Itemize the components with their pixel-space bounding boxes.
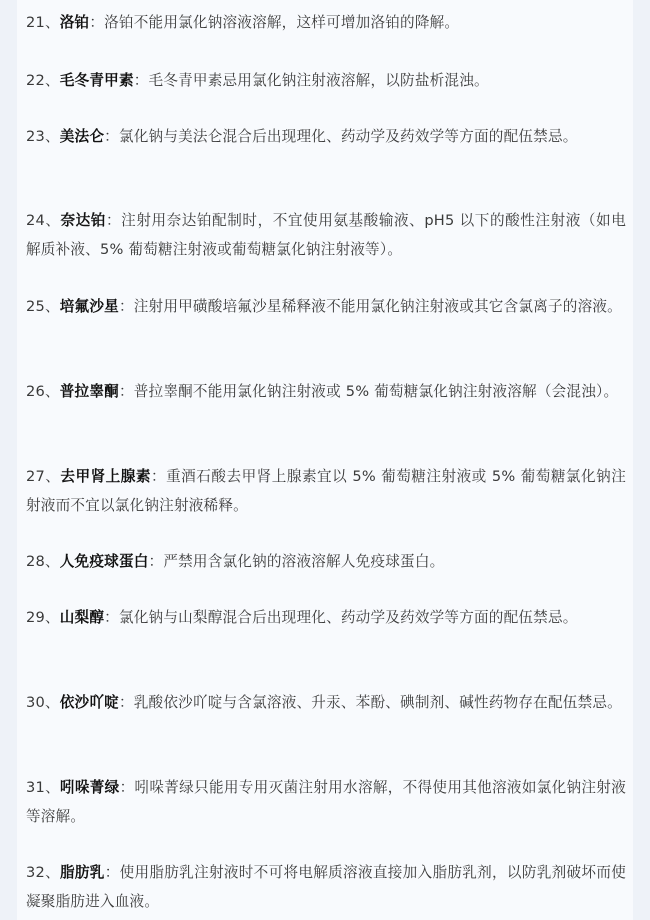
item-colon: ： (104, 864, 120, 881)
item-number: 21、 (26, 14, 60, 31)
drug-name: 山梨醇 (59, 609, 105, 626)
item-number: 28、 (26, 553, 60, 570)
item-description: 注射用甲磺酸培氟沙星稀释液不能用氯化钠注射液或其它含氯离子的溶液。 (133, 298, 622, 315)
item-colon: ： (118, 383, 134, 400)
item-number: 24、 (26, 212, 61, 229)
drug-name: 美法仑 (59, 128, 105, 145)
item-description: 毛冬青甲素忌用氯化钠注射液溶解，以防盐析混浊。 (148, 72, 489, 89)
item-description: 洛铂不能用氯化钠溶液溶解，这样可增加洛铂的降解。 (104, 14, 460, 31)
item-description: 使用脂肪乳注射液时不可将电解质溶液直接加入脂肪乳剂，以防乳剂破坏而使凝聚脂肪进入血液。 (26, 864, 627, 910)
drug-name: 奈达铂 (60, 212, 106, 229)
drug-name: 普拉睾酮 (59, 383, 119, 400)
item-number: 32、 (26, 864, 60, 881)
drug-name: 人免疫球蛋白 (59, 553, 149, 570)
list-item (26, 377, 626, 406)
drug-name: 吲哚菁绿 (59, 779, 120, 796)
item-number: 29、 (26, 609, 60, 626)
list-item (26, 66, 626, 95)
list-item (26, 462, 626, 520)
drug-name: 洛铂 (59, 14, 90, 31)
drug-name: 去甲肾上腺素 (60, 468, 151, 485)
list-item (26, 688, 626, 717)
drug-name: 毛冬青甲素 (59, 72, 134, 89)
item-colon: ： (148, 553, 164, 570)
list-item (26, 292, 626, 321)
item-number: 22、 (26, 72, 60, 89)
list-item (26, 773, 626, 831)
list-item (26, 206, 626, 264)
item-colon: ： (89, 14, 105, 31)
item-number: 27、 (26, 468, 61, 485)
drug-name: 依沙吖啶 (59, 694, 119, 711)
item-colon: ： (104, 609, 119, 626)
item-colon: ： (119, 779, 135, 796)
item-colon: ： (118, 694, 134, 711)
item-number: 25、 (26, 298, 60, 315)
list-item (26, 603, 626, 632)
item-colon: ： (105, 212, 122, 229)
list-item (26, 8, 626, 37)
item-description: 氯化钠与山梨醇混合后出现理化、药动学及药效学等方面的配伍禁忌。 (118, 609, 578, 626)
list-item (26, 547, 626, 576)
item-number: 31、 (26, 779, 60, 796)
item-number: 30、 (26, 694, 60, 711)
item-colon: ： (150, 468, 167, 485)
article-body (17, 0, 633, 920)
item-description: 重酒石酸去甲肾上腺素宜以 5% 葡萄糖注射液或 5% 葡萄糖氯化钠注射液而不宜以氯化钠注射液稀释。 (26, 468, 627, 514)
item-colon: ： (118, 298, 134, 315)
item-description: 氯化钠与美法仑混合后出现理化、药动学及药效学等方面的配伍禁忌。 (118, 128, 578, 145)
item-description: 严禁用含氯化钠的溶液溶解人免疫球蛋白。 (163, 553, 445, 570)
list-item (26, 858, 626, 916)
item-number: 23、 (26, 128, 60, 145)
drug-name: 培氟沙星 (59, 298, 119, 315)
item-colon: ： (133, 72, 149, 89)
list-item (26, 122, 626, 151)
item-description: 注射用奈达铂配制时，不宜使用氨基酸输液、pH5 以下的酸性注射液（如电解质补液、5% 葡萄糖注射液或葡萄糖氯化钠注射液等）。 (26, 212, 627, 258)
item-colon: ： (104, 128, 119, 145)
item-description: 吲哚菁绿只能用专用灭菌注射用水溶解，不得使用其他溶液如氯化钠注射液等溶解。 (26, 779, 627, 825)
item-description: 乳酸依沙吖啶与含氯溶液、升汞、苯酚、碘制剂、碱性药物存在配伍禁忌。 (133, 694, 622, 711)
drug-name: 脂肪乳 (59, 864, 105, 881)
item-description: 普拉睾酮不能用氯化钠注射液或 5% 葡萄糖氯化钠注射液溶解（会混浊）。 (133, 383, 619, 400)
item-number: 26、 (26, 383, 60, 400)
